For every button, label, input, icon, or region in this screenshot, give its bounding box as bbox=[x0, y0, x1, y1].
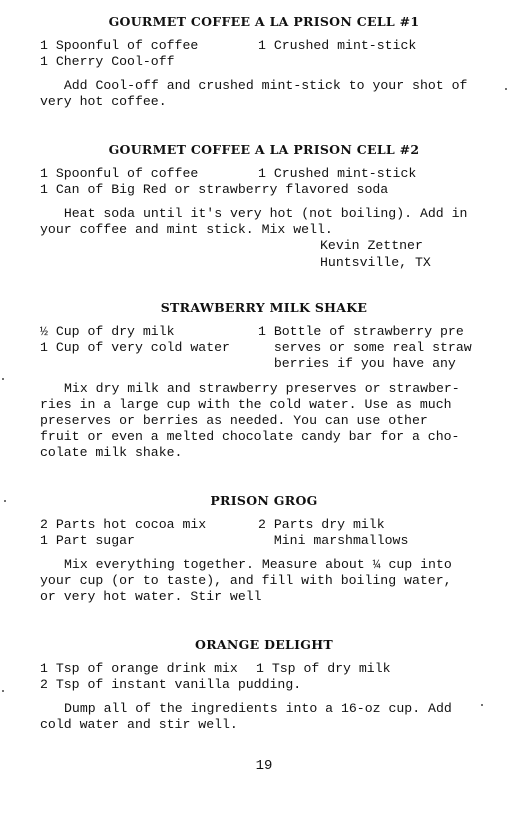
recipe-title: GOURMET COFFEE A LA PRISON CELL #2 bbox=[108, 142, 420, 157]
scan-speck bbox=[2, 690, 4, 692]
scan-speck bbox=[2, 378, 4, 380]
directions-line: Mix dry milk and strawberry preserves or strawber- bbox=[64, 381, 460, 396]
directions-line: Dump all of the ingredients into a 16-oz cup. Add bbox=[64, 701, 452, 716]
recipe-title: STRAWBERRY MILK SHAKE bbox=[160, 300, 368, 315]
directions-line: very hot coffee. bbox=[40, 94, 167, 109]
ingredient: Mini marshmallows bbox=[258, 533, 409, 548]
ingredient: berries if you have any bbox=[258, 356, 456, 371]
credit-name: Kevin Zettner bbox=[320, 238, 423, 253]
ingredient: 1 Bottle of strawberry pre bbox=[258, 324, 464, 339]
recipe-title: GOURMET COFFEE A LA PRISON CELL #1 bbox=[108, 14, 420, 29]
ingredient: 1 Tsp of orange drink mix bbox=[40, 661, 238, 676]
directions-line: fruit or even a melted chocolate candy bar for a cho- bbox=[40, 429, 460, 444]
ingredient: 1 Spoonful of coffee bbox=[40, 166, 199, 181]
directions-line: colate milk shake. bbox=[40, 445, 183, 460]
ingredient: 1 Crushed mint-stick bbox=[258, 38, 417, 53]
ingredient: serves or some real straw bbox=[258, 340, 472, 355]
directions-line: your coffee and mint stick. Mix well. bbox=[40, 222, 333, 237]
ingredient: 1 Cup of very cold water bbox=[40, 340, 230, 355]
ingredient: 1 Part sugar bbox=[40, 533, 135, 548]
scan-speck bbox=[505, 88, 507, 90]
ingredient: 2 Parts hot cocoa mix bbox=[40, 517, 207, 532]
directions-line: Mix everything together. Measure about ¼ cup into bbox=[64, 557, 452, 572]
ingredient: 1 Cherry Cool-off bbox=[40, 54, 175, 69]
ingredient: 1 Can of Big Red or strawberry flavored soda bbox=[40, 182, 389, 197]
ingredient: 1 Spoonful of coffee bbox=[40, 38, 199, 53]
ingredient: 1 Tsp of dry milk bbox=[256, 661, 391, 676]
credit-location: Huntsville, TX bbox=[320, 255, 431, 270]
scan-speck bbox=[481, 704, 483, 706]
directions-line: your cup (or to taste), and fill with boiling water, bbox=[40, 573, 452, 588]
ingredient: 1 Crushed mint-stick bbox=[258, 166, 417, 181]
ingredient: ½ Cup of dry milk bbox=[40, 324, 175, 339]
ingredient: 2 Tsp of instant vanilla pudding. bbox=[40, 677, 302, 692]
directions-line: Heat soda until it's very hot (not boiling). Add in bbox=[48, 206, 468, 221]
directions-line: cold water and stir well. bbox=[40, 717, 238, 732]
page-number: 19 bbox=[255, 758, 273, 774]
scan-speck bbox=[4, 500, 6, 502]
directions-line: ries in a large cup with the cold water. Use as much bbox=[40, 397, 452, 412]
recipe-title: PRISON GROG bbox=[210, 493, 318, 508]
ingredient: 2 Parts dry milk bbox=[258, 517, 385, 532]
directions-line: or very hot water. Stir well bbox=[40, 589, 262, 604]
recipe-title: ORANGE DELIGHT bbox=[195, 637, 333, 652]
directions-line: preserves or berries as needed. You can use other bbox=[40, 413, 428, 428]
directions-line: Add Cool-off and crushed mint-stick to your shot of bbox=[48, 78, 468, 93]
